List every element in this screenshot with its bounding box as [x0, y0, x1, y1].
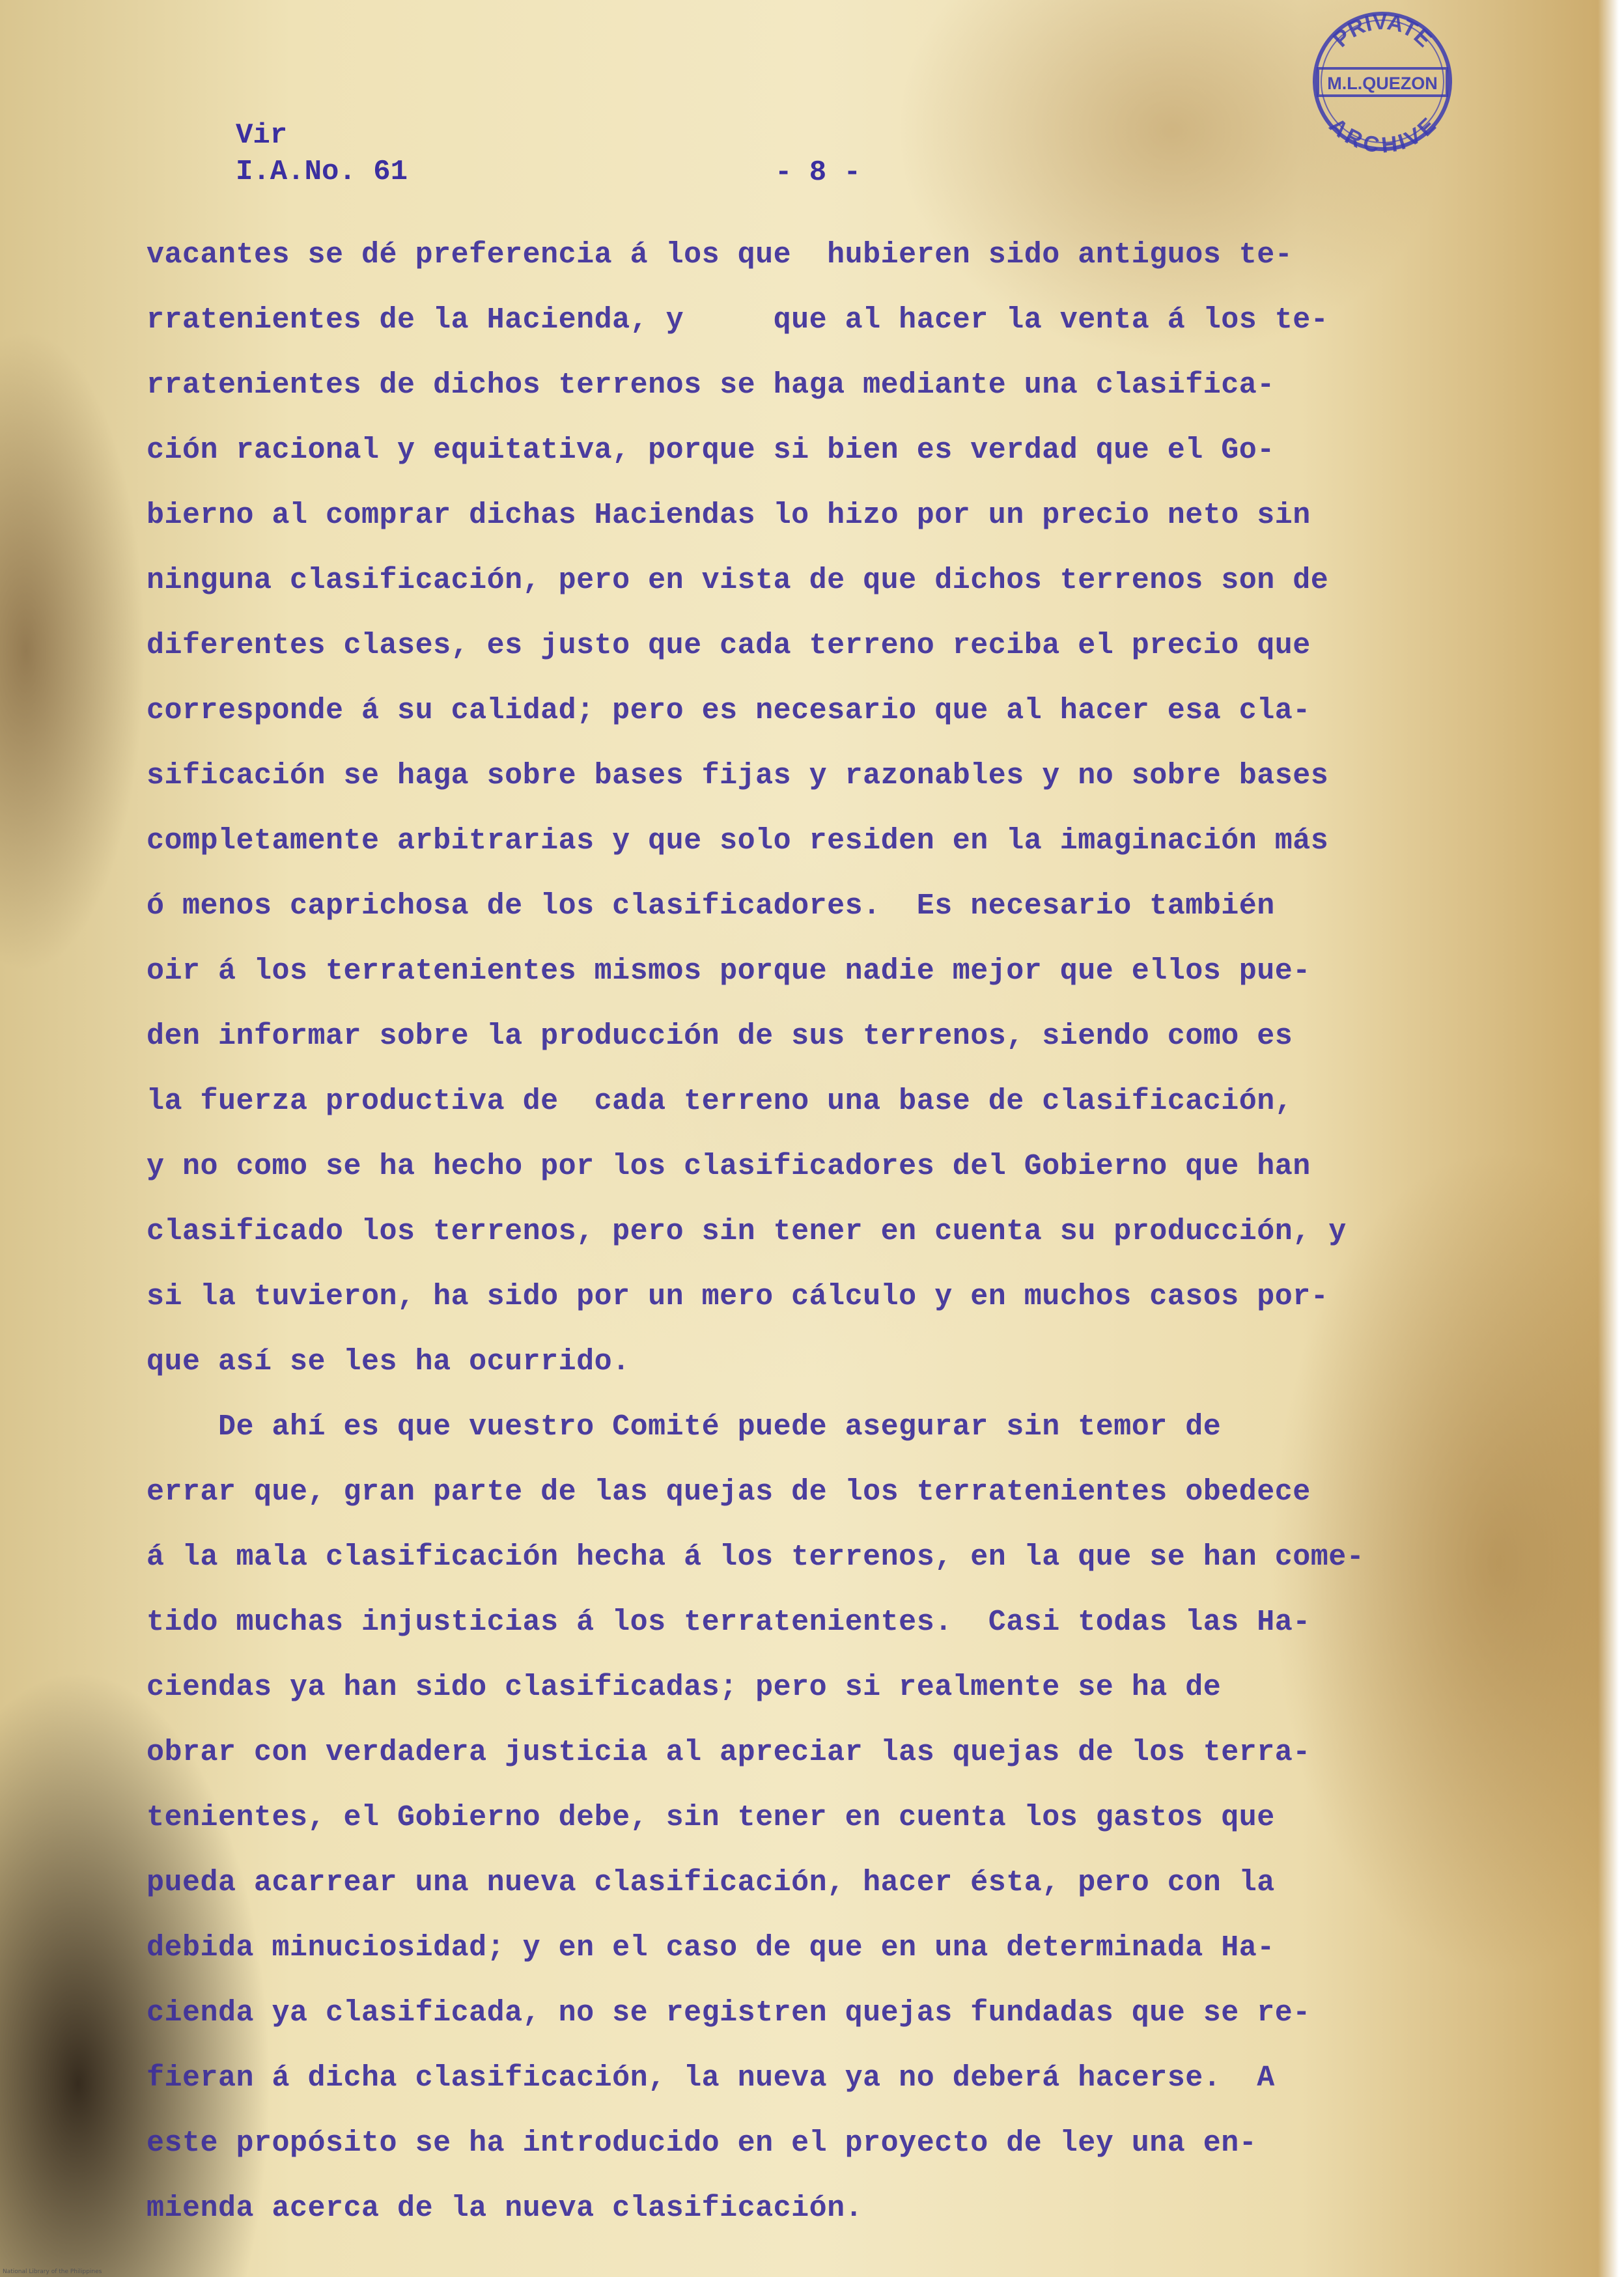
- text-line: á la mala clasificación hecha á los terrenos, en la que se han come-: [147, 1541, 1365, 1574]
- document-reference: [236, 117, 408, 190]
- text-line: obrar con verdadera justicia al apreciar las quejas de los terra-: [147, 1736, 1311, 1769]
- text-line: rratenientes de la Hacienda, y que al hacer la venta á los te-: [147, 303, 1329, 337]
- text-line: la fuerza productiva de cada terreno una base de clasificación,: [147, 1085, 1293, 1118]
- text-line: ción racional y equitativa, porque si bien es verdad que el Go-: [147, 434, 1275, 467]
- text-line: ciendas ya han sido clasificadas; pero si realmente se ha de: [147, 1671, 1222, 1704]
- text-line: cienda ya clasificada, no se registren quejas fundadas que se re-: [147, 1996, 1311, 2030]
- header-line-vir: Vir: [236, 119, 288, 152]
- page-number: - 8 -: [775, 156, 861, 189]
- scan-footer-tag: National Library of the Philippines: [3, 2269, 102, 2275]
- text-line: den informar sobre la producción de sus terrenos, siendo como es: [147, 1020, 1293, 1053]
- text-line: rratenientes de dichos terrenos se haga mediante una clasifica-: [147, 369, 1275, 402]
- text-line: este propósito se ha introducido en el proyecto de ley una en-: [147, 2127, 1257, 2160]
- text-line: mienda acerca de la nueva clasificación.: [147, 2192, 863, 2225]
- text-line: errar que, gran parte de las quejas de los terratenientes obedece: [147, 1475, 1311, 1509]
- header-line-reference: I.A.No. 61: [236, 156, 408, 188]
- text-line: que así se les ha ocurrido.: [147, 1345, 630, 1378]
- text-line: debida minuciosidad; y en el caso de que en una determinada Ha-: [147, 1931, 1275, 1964]
- page-edge: [1598, 0, 1624, 2277]
- text-line: si la tuvieron, ha sido por un mero cálculo y en muchos casos por-: [147, 1280, 1329, 1313]
- archive-stamp-seal: [1309, 8, 1456, 155]
- svg-text:PRIVATE: PRIVATE: [1328, 9, 1437, 52]
- text-line: fieran á dicha clasificación, la nueva ya no deberá hacerse. A: [147, 2061, 1275, 2095]
- typed-body-text: [147, 223, 1520, 2241]
- text-line: tenientes, el Gobierno debe, sin tener en cuenta los gastos que: [147, 1801, 1275, 1834]
- text-line: ó menos caprichosa de los clasificadores. Es necesario también: [147, 889, 1275, 923]
- text-line: ninguna clasificación, pero en vista de que dichos terrenos son de: [147, 564, 1329, 597]
- text-line: tido muchas injusticias á los terratenientes. Casi todas las Ha-: [147, 1606, 1311, 1639]
- svg-text:M.L.QUEZON: M.L.QUEZON: [1327, 74, 1438, 93]
- text-line: corresponde á su calidad; pero es necesario que al hacer esa cla-: [147, 694, 1311, 727]
- svg-text:ARCHIVE: ARCHIVE: [1324, 113, 1441, 155]
- text-line: vacantes se dé preferencia á los que hubieren sido antiguos te-: [147, 238, 1293, 272]
- text-line: clasificado los terrenos, pero sin tener en cuenta su producción, y: [147, 1215, 1347, 1248]
- text-line: oir á los terratenientes mismos porque nadie mejor que ellos pue-: [147, 955, 1311, 988]
- text-line: pueda acarrear una nueva clasificación, hacer ésta, pero con la: [147, 1866, 1275, 1899]
- text-line: sificación se haga sobre bases fijas y razonables y no sobre bases: [147, 759, 1329, 792]
- text-line: diferentes clases, es justo que cada terreno reciba el precio que: [147, 629, 1311, 662]
- archive-stamp: [1309, 8, 1456, 155]
- text-line: bierno al comprar dichas Haciendas lo hizo por un precio neto sin: [147, 499, 1311, 532]
- text-line: completamente arbitrarias y que solo residen en la imaginación más: [147, 824, 1329, 858]
- text-line: y no como se ha hecho por los clasificadores del Gobierno que han: [147, 1150, 1311, 1183]
- text-line: De ahí es que vuestro Comité puede asegurar sin temor de: [147, 1410, 1222, 1444]
